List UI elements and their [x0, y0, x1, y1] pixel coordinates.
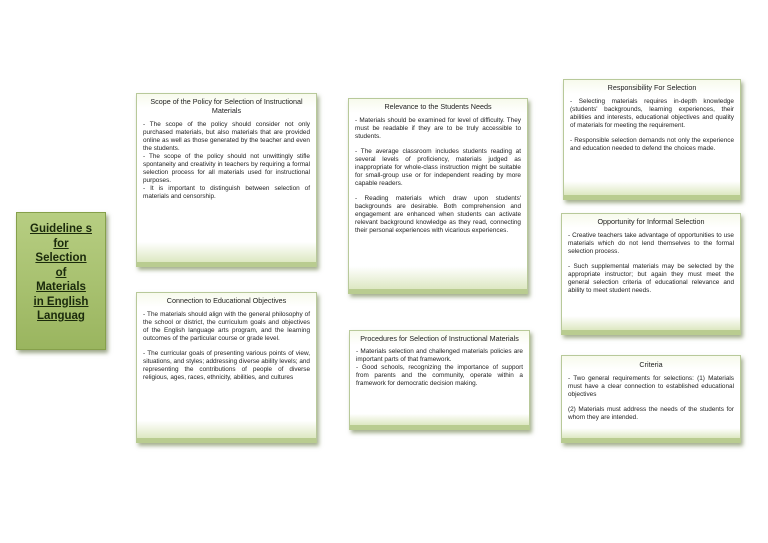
card-paragraph: - Materials selection and challenged materials policies are important parts of that framework.: [356, 348, 523, 363]
card-responsibility-body: [564, 92, 740, 153]
card-paragraph: - Reading materials which draw upon students' backgrounds are desirable. Both comprehension and engagement are enhanced when students can activate relevant background knowledge as they read, connecting their personal experiences with vicarious experiences.: [355, 195, 521, 234]
card-paragraph: - Selecting materials requires in-depth knowledge (students' backgrounds, learning experiences, their abilities and interests, educational objectives and quality of materials for meeting the requirement.: [570, 98, 734, 129]
card-paragraph: - Responsible selection demands not only the experience and education needed to defend the choices made.: [570, 137, 734, 152]
card-connection-title: Connection to Educational Objectives: [166, 296, 287, 305]
card-connection: [136, 292, 317, 443]
card-procedures-body: [350, 343, 529, 388]
card-paragraph: - The scope of the policy should consider not only purchased materials, but also materials that are provided online as well as those generated by the teacher and even the students.: [143, 121, 310, 152]
card-relevance-title: Relevance to the Students Needs: [384, 102, 492, 111]
card-scope-title: Scope of the Policy for Selection of Instructional Materials: [150, 97, 303, 115]
card-paragraph: - The curricular goals of presenting various points of view, situations, and styles; addressing diverse ability levels; and representing the contributions of people of diverse religious, ages, races, ethnicity, abilities, and cultures: [143, 350, 310, 381]
card-paragraph: - Creative teachers take advantage of opportunities to use materials which do not lend themselves to the formal selection process.: [568, 232, 734, 255]
card-responsibility: [563, 79, 741, 200]
card-scope: [136, 93, 317, 267]
central-topic-label: Guideline s for Selection of Materials in English Languag: [30, 223, 92, 322]
card-paragraph: - Materials should be examined for level of difficulty. They must be readable if they are to be truly accessible to students.: [355, 117, 521, 140]
central-topic-box: [16, 212, 106, 350]
card-procedures-title: Procedures for Selection of Instructional Materials: [360, 334, 519, 343]
card-informal-selection-body: [562, 226, 740, 295]
card-scope-body: [137, 115, 316, 201]
card-paragraph: (2) Materials must address the needs of the students for whom they are intended.: [568, 406, 734, 421]
card-criteria-title: Criteria: [639, 360, 663, 369]
card-criteria: [561, 355, 741, 443]
card-responsibility-title: Responsibility For Selection: [607, 83, 697, 92]
card-procedures: [349, 330, 530, 430]
card-relevance-body: [349, 111, 527, 235]
card-paragraph: - Two general requirements for selections: (1) Materials must have a clear connection to established educational objectives: [568, 375, 734, 398]
card-paragraph: - The average classroom includes students reading at several levels of proficiency, materials judged as inappropriate for whole-class instruction might be suitable for small-group use or for independent reading by more capable readers.: [355, 148, 521, 187]
card-paragraph: - It is important to distinguish between selection of materials and censorship.: [143, 185, 310, 200]
card-paragraph: - The materials should align with the general philosophy of the school or district, the curriculum goals and objectives of the English language arts program, and the learning outcomes of the particular course or grade level.: [143, 311, 310, 342]
card-informal-selection-title: Opportunity for Informal Selection: [597, 217, 705, 226]
card-connection-body: [137, 305, 316, 382]
card-paragraph: - Such supplemental materials may be selected by the appropriate instructor; but again they must meet the general selection criteria of educational relevance and ability to meet student needs.: [568, 263, 734, 294]
card-criteria-body: [562, 369, 740, 422]
card-informal-selection: [561, 213, 741, 335]
card-relevance: [348, 98, 528, 294]
card-paragraph: - Good schools, recognizing the importance of support from parents and the community, operate within a framework for democratic decision making.: [356, 364, 523, 387]
card-paragraph: - The scope of the policy should not unwittingly stifle spontaneity and creativity in teachers by requiring a formal selection process for all materials used for instructional purposes.: [143, 153, 310, 184]
